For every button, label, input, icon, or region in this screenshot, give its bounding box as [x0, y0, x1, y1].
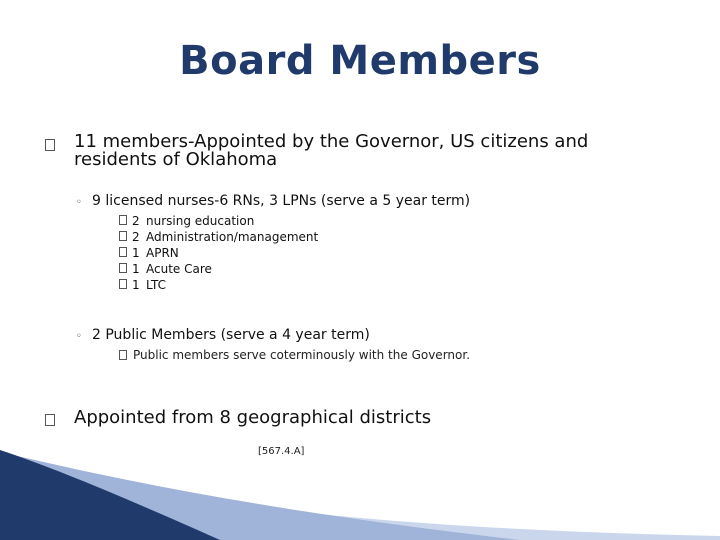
list-item-count: 2: [132, 230, 140, 244]
public-members-note: Public members serve coterminously with the Governor.: [133, 348, 471, 362]
bullet-licensed-nurses: 9 licensed nurses-6 RNs, 3 LPNs (serve a 5 year term): [92, 193, 471, 209]
list-item-count: 1: [132, 246, 140, 260]
list-item-label: APRN: [146, 246, 179, 260]
list-item-label: Acute Care: [146, 262, 212, 276]
citation: [567.4.A]: [258, 446, 305, 457]
list-item-count: 2: [132, 214, 140, 228]
list-item-label: nursing education: [146, 214, 255, 228]
list-item-count: 1: [132, 262, 140, 276]
list-item-label: Administration/management: [146, 230, 319, 244]
list-item-count: 1: [132, 278, 140, 292]
sub-bullet-icon: ◦: [76, 197, 82, 208]
bullet-districts: Appointed from 8 geographical districts: [74, 407, 432, 428]
slide-title: Board Members: [179, 38, 541, 84]
bullet-members: 11 members-Appointed by the Governor, US citizens and residents of Oklahoma: [74, 131, 589, 170]
list-item-label: LTC: [146, 278, 167, 292]
sub-bullet-icon: ◦: [76, 331, 82, 342]
bullet-public-members: 2 Public Members (serve a 4 year term): [92, 327, 370, 343]
